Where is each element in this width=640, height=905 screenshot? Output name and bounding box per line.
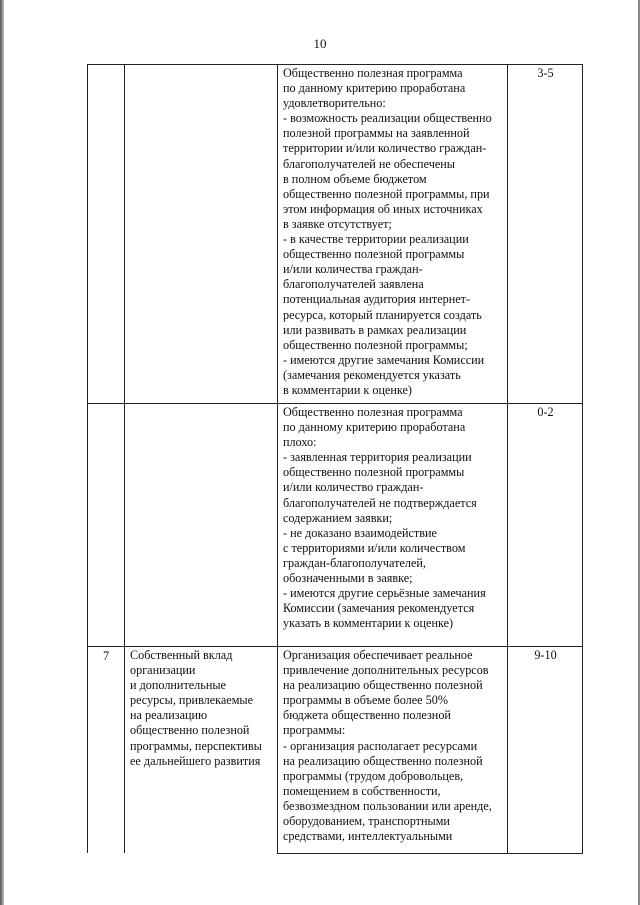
- criteria-table: [87, 64, 583, 854]
- row-number: [88, 65, 125, 404]
- description-cell: [278, 65, 508, 404]
- description-text: Общественно полезная программа по данному критерию проработана удовлетворительно: - возможность реализации общественно полезной программы на заявленной территории и/или количество граждан- благополучателей не обеспечены в полном объеме бюджетом общественно полезной программы, при этом информация об иных источниках в заявке отсутствует; - в качестве территории реализации общественно полезной программы и/или количества граждан- благополучателей заявлена потенциальная аудитория интернет- ресурса, который планируется создать или развивать в рамках реализации общественно полезной программы; - имеются другие замечания Комиссии (замечания рекомендуется указать в комментарии к оценке): [283, 66, 492, 397]
- score-cell: [508, 647, 583, 854]
- table-row: [88, 65, 583, 404]
- criterion-cell: [125, 647, 278, 854]
- score-text: 3-5: [537, 66, 554, 80]
- description-cell: [278, 404, 508, 647]
- score-text: 9-10: [534, 648, 557, 662]
- criterion-cell: [125, 404, 278, 647]
- row-number: 7: [88, 647, 125, 854]
- description-text: Организация обеспечивает реальное привлечение дополнительных ресурсов на реализацию общественно полезной программы в объеме более 50% бюджета общественно полезной программы: - организация располагает ресурсами на реализацию общественно полезной программы (трудом добровольцев, помещением в собственности, безвозмездном пользовании или аренде, оборудованием, транспортными средствами, интеллектуальными: [283, 648, 492, 844]
- criterion-text: Собственный вклад организации и дополнительные ресурсы, привлекаемые на реализацию общественно полезной программы, перспективы ее дальнейшего развития: [130, 648, 262, 768]
- description-cell: [278, 647, 508, 854]
- criterion-text: [125, 404, 277, 405]
- page-number: 10: [313, 36, 327, 51]
- criterion-cell: [125, 65, 278, 404]
- description-text: Общественно полезная программа по данному критерию проработана плохо: - заявленная территория реализации общественно полезной программы и/или количество граждан- благополучателей не подтверждается содержанием заявки; - не доказано взаимодействие с территориями и/или количеством граждан-благополучателей, обозначенными в заявке; - имеются другие серьёзные замечания Комиссии (замечания рекомендуется указать в комментарии к оценке): [283, 405, 486, 631]
- scan-edge-left: [0, 0, 4, 905]
- criterion-text: [125, 65, 277, 66]
- score-cell: [508, 404, 583, 647]
- table-row: [88, 404, 583, 647]
- row-number: [88, 404, 125, 647]
- score-cell: [508, 65, 583, 404]
- table-row: [88, 647, 583, 854]
- score-text: 0-2: [537, 405, 554, 419]
